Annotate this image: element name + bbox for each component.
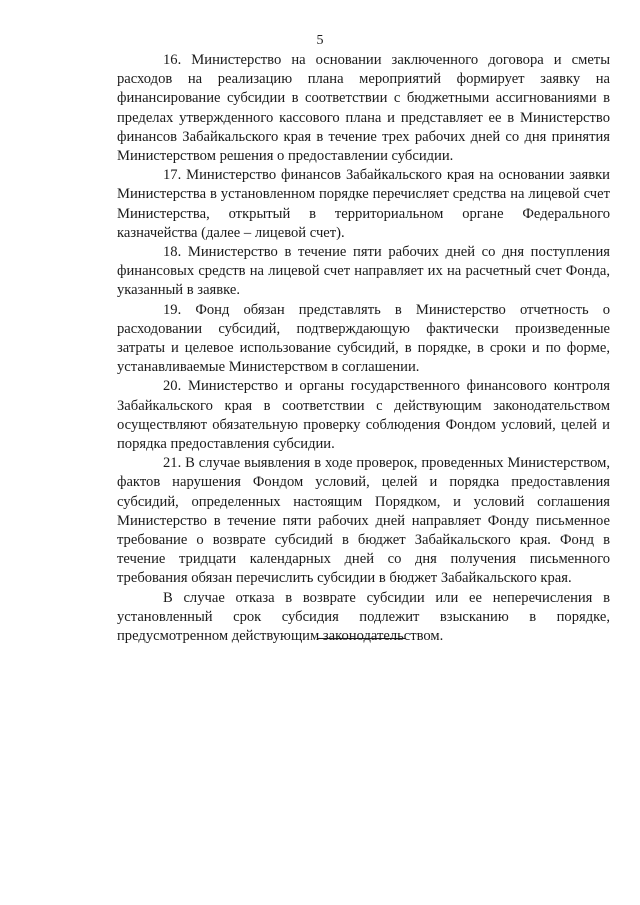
document-body bbox=[117, 51, 610, 646]
paragraph-19: 19. Фонд обязан представлять в Министерство отчетность о расходовании субсидий, подтверждающую фактически произведенные затраты и целевое использование субсидий, в порядке, в сроки и по форме, устанавливаемые Министерством в соглашении. bbox=[117, 301, 610, 376]
paragraph-21: 21. В случае выявления в ходе проверок, проведенных Министерством, фактов нарушения Фондом условий, целей и порядка предоставления субсидий, определенных настоящим Порядком, и условий соглашения Министерство в течение пяти рабочих дней направляет Фонду письменное требование о возврате субсидий в бюджет Забайкальского края. Фонд в течение тридцати календарных дней со дня получения письменного требования обязан перечислить субсидии в бюджет Забайкальского края. bbox=[117, 455, 610, 587]
end-of-document-rule bbox=[317, 638, 405, 639]
paragraph-16: 16. Министерство на основании заключенного договора и сметы расходов на реализацию плана мероприятий формирует заявку на финансирование субсидии в соответствии с бюджетными ассигнованиями в пределах утвержденного кассового плана и представляет ее в Министерство финансов Забайкальского края в течение трех рабочих дней со дня принятия Министерством решения о предоставлении субсидии. bbox=[117, 52, 610, 165]
paragraph-17: 17. Министерство финансов Забайкальского края на основании заявки Министерства в установленном порядке перечисляет средства на лицевой счет Министерства, открытый в территориальном органе Федерального казначейства (далее – лицевой счет). bbox=[117, 167, 610, 241]
paragraph-18: 18. Министерство в течение пяти рабочих дней со дня поступления финансовых средств на лицевой счет направляет их на расчетный счет Фонда, указанный в заявке. bbox=[117, 244, 610, 299]
page-number: 5 bbox=[316, 33, 324, 48]
paragraph-20: 20. Министерство и органы государственного финансового контроля Забайкальского края в соответствии с действующим законодательством осуществляют обязательную проверку соблюдения Фондом условий, целей и порядка предоставления субсидии. bbox=[117, 378, 610, 453]
paragraph-refusal: В случае отказа в возврате субсидии или ее неперечисления в установленный срок субсидия подлежит взысканию в порядке, предусмотренном действующим законодательством. bbox=[117, 589, 610, 645]
